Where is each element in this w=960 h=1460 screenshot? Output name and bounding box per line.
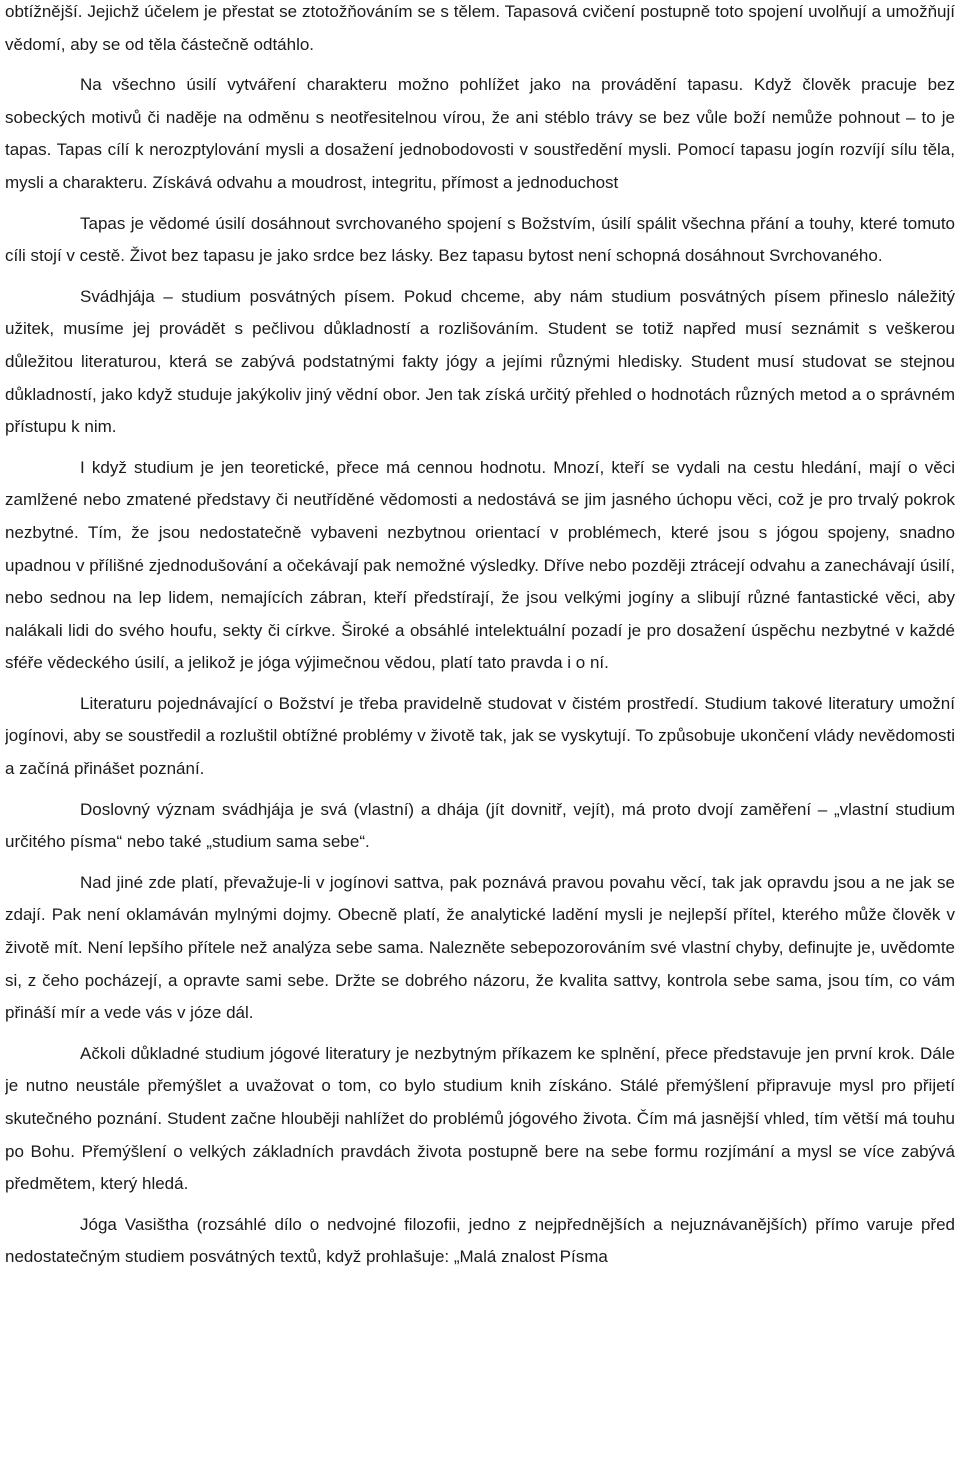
paragraph-svadhjaja: Svádhjája – studium posvátných písem. Pokud chceme, aby nám studium posvátných písem přineslo náležitý užitek, musíme jej provádět s pečlivou důkladností a rozlišováním. Student se totiž napřed musí seznámit s veškerou důležitou literaturou, která se zabývá podstatnými fakty jógy a jejími různými hledisky. Student musí studovat se stejnou důkladností, jako když studuje jakýkoliv jiný vědní obor. Jen tak získá určitý přehled o hodnotách různých metod a o správném přístupu k nim.: [5, 286, 955, 437]
paragraph-contemplation: Ačkoli důkladné studium jógové literatury je nezbytným příkazem ke splnění, přece představuje jen první krok. Dále je nutno neustále přemýšlet a uvažovat o tom, co bylo studium knih získáno. Stálé přemýšlení připravuje mysl pro přijetí skutečného poznání. Student začne hlouběji nahlížet do problémů jógového života. Čím má jasnější vhled, tím větší má touhu po Bohu. Přemýšlení o velkých základních pravdách života postupně bere na sebe formu rozjímání a mysl se více zabývá předmětem, který hledá.: [5, 1043, 955, 1194]
paragraph-sattva: Nad jiné zde platí, převažuje-li v jogínovi sattva, pak poznává pravou povahu věcí, tak jak opravdu jsou a ne jak se zdají. Pak není oklamáván mylnými dojmy. Obecně platí, že analytické ladění mysli je nejlepší přítel, kterého může člověk v životě mít. Není lepšího přítele než analýza sebe sama. Nalezněte sebepozorováním své vlastní chyby, definujte je, uvědomte si, z čeho pocházejí, a opravte sami sebe. Držte se dobrého názoru, že kvalita sattvy, kontrola sebe sama, jsou tím, co vám přináší mír a vede vás v józe dál.: [5, 872, 955, 1023]
paragraph-tapas-definition: Tapas je vědomé úsilí dosáhnout svrchovaného spojení s Božstvím, úsilí spálit všechna přání a touhy, které tomuto cíli stojí v cestě. Život bez tapasu je jako srdce bez lásky. Bez tapasu bytost není schopná dosáhnout Svrchovaného.: [5, 213, 955, 266]
paragraph-literal-meaning: Doslovný význam svádhjája je svá (vlastní) a dhája (jít dovnitř, vejít), má proto dvojí zaměření – „vlastní studium určitého písma“ nebo také „studium sama sebe“.: [5, 799, 955, 852]
paragraph-theoretical-study: I když studium je jen teoretické, přece má cennou hodnotu. Mnozí, kteří se vydali na cestu hledání, mají o věci zamlžené nebo zmatené představy či neutříděné vědomosti a nedostává se jim jasného úchopu věci, což je pro trvalý pokrok nezbytné. Tím, že jsou nedostatečně vybaveni nezbytnou orientací v problémech, které jsou s jógou spojeny, snadno upadnou v přílišné zjednodušování a očekávají pak nemožné výsledky. Dříve nebo později ztrácejí odvahu a zanechávají úsilí, nebo sednou na lep lidem, nemajících zábran, kteří předstírají, že jsou velkými jogíny a slibují různé fantastické věci, aby nalákali lidi do svého houfu, sekty či církve. Široké a obsáhlé intelektuální pozadí je pro dosažení úspěchu nezbytné v každé sféře vědeckého úsilí, a jelikož je jóga výjimečnou vědou, platí tato pravda i o ní.: [5, 457, 955, 673]
document-page: [5, 0, 955, 1460]
paragraph-tapas-character: Na všechno úsilí vytváření charakteru možno pohlížet jako na provádění tapasu. Když člověk pracuje bez sobeckých motivů či naděje na odměnu s neotřesitelnou vírou, že ani stéblo trávy se bez vůle boží nemůže pohnout – to je tapas. Tapas cílí k nerozptylování mysli a dosažení jednobodovosti v soustředění mysli. Pomocí tapasu jogín rozvíjí sílu těla, mysli a charakteru. Získává odvahu a moudrost, integritu, přímost a jednoduchost: [5, 75, 955, 192]
paragraph-continuation: obtížnější. Jejichž účelem je přestat se ztotožňováním se s tělem. Tapasová cvičení postupně toto spojení uvolňují a umožňují vědomí, aby se od těla částečně odtáhlo.: [5, 2, 955, 54]
paragraph-joga-vasistha: Jóga Vasištha (rozsáhlé dílo o nedvojné filozofii, jedno z nejpřednějších a nejuznávanějších) přímo varuje před nedostatečným studiem posvátných textů, když prohlašuje: „Malá znalost Písma: [5, 1214, 955, 1267]
paragraph-divine-literature: Literaturu pojednávající o Božství je třeba pravidelně studovat v čistém prostředí. Studium takové literatury umožní jogínovi, aby se soustředil a rozluštil obtížné problémy v životě tak, jak se vyskytují. To způsobuje ukončení vlády nevědomosti a začíná přinášet poznání.: [5, 693, 955, 779]
